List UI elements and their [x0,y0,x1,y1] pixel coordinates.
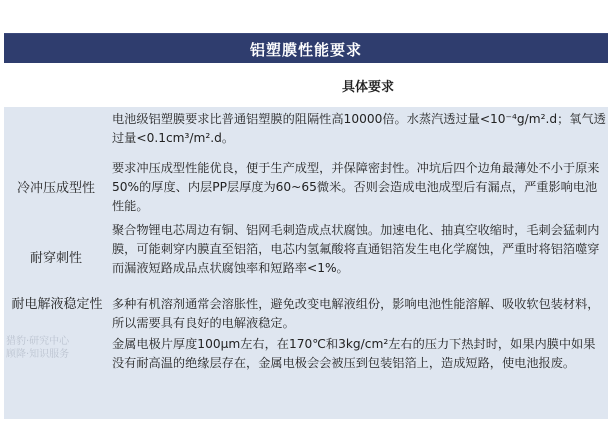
table-row [4,159,608,219]
table-row [4,295,608,337]
row-text: 聚合物锂电芯周边有铜、铝网毛刺造成点状腐蚀。加速电化、抽真空收缩时，毛刺会猛刺内膜，可能刺穿内膜直至铝箔，电芯内氢氟酸将直通铝箔发生电化学腐蚀，严重时将铝箔噬穿而漏液短路成品点状腐蚀率和短路率<1%。 [112,223,600,275]
table-title [4,33,608,64]
column-header-requirements: 具体要求 [342,80,395,95]
watermark [6,335,69,361]
table-header-row [4,63,608,107]
table-row [4,221,608,301]
row-text: 要求冲压成型性能优良，便于生产成型，并保障密封性。冲坑后四个边角最薄处不小于原来50%的厚度、内层PP层厚度为60~65微米。否则会造成电池成型后有漏点，严重影响电池性能。 [112,161,600,213]
row-text: 金属电极片厚度100μm左右，在170℃和3kg/cm²左右的压力下热封时，如果内膜中如果没有耐高温的绝缘层存在，金属电极会会被压到包装铝箔上，造成短路，使电池报废。 [112,337,596,370]
table-title-text: 铝塑膜性能要求 [249,40,362,59]
row-text: 多种有机溶剂通常会溶胀性，避免改变电解液组份，影响电池性能溶解、吸收软包装材料，所以需要具有良好的电解液稳定。 [112,297,600,330]
bottom-margin [0,419,612,425]
top-margin [0,0,612,33]
row-label: 耐电解液稳定性 [11,297,103,312]
requirements-table [4,63,608,419]
row-text: 电池级铝塑膜要求比普通铝塑膜的阻隔性高10000倍。水蒸汽透过量<10⁻⁴g/m².d；氧气透过量<0.1cm³/m².d。 [112,112,606,145]
table-row [4,109,608,149]
row-label: 耐穿刺性 [29,251,82,266]
table-row [4,335,608,395]
watermark-line: 顾降·知识服务 [6,349,70,360]
watermark-line: 猎豹·研究中心 [6,336,70,347]
row-label: 冷冲压成型性 [16,181,95,196]
